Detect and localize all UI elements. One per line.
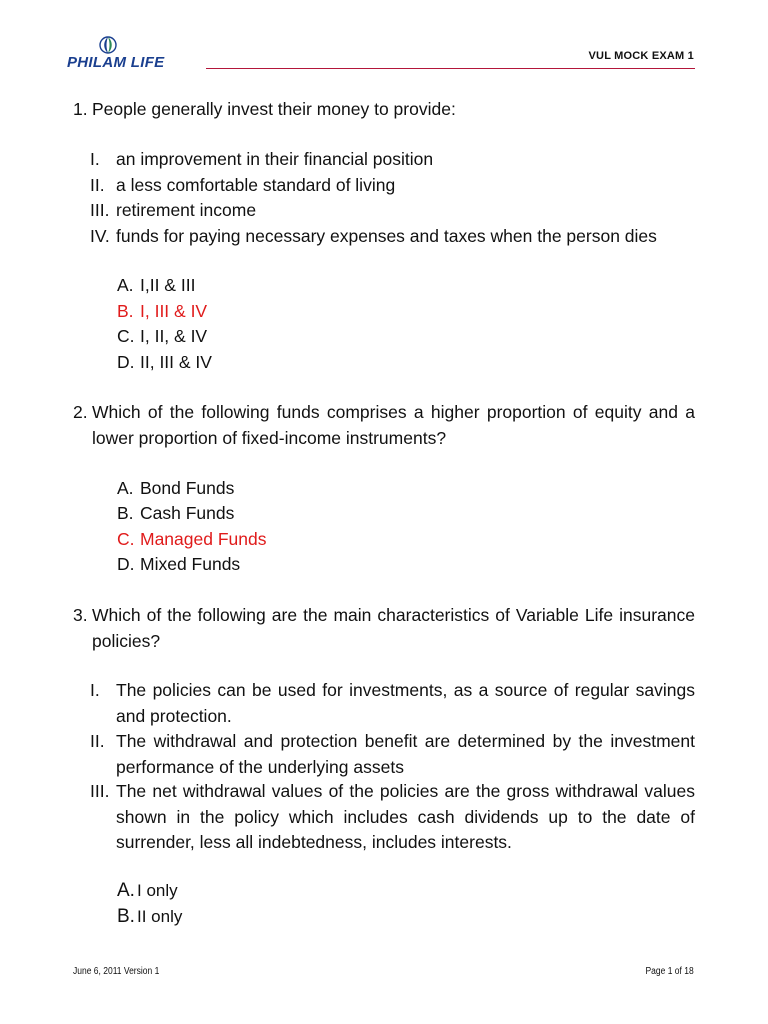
question-number: 1. [73, 99, 88, 119]
footer-page-number: Page 1 of 18 [645, 966, 694, 977]
choice-letter: C. [117, 529, 135, 549]
choice-letter: A. [117, 275, 134, 295]
statement-numeral: I. [90, 149, 100, 169]
answer-choice [117, 476, 234, 502]
question-stem: People generally invest their money to provide: [92, 99, 456, 119]
statement-numeral: III. [90, 781, 110, 801]
statement-text: The policies can be used for investments, as a source of regular savings and protection. [116, 680, 695, 726]
answer-choice [117, 273, 195, 299]
answer-choice [117, 878, 178, 904]
statement-text: retirement income [116, 200, 257, 220]
question-number: 3. [73, 605, 88, 625]
statement-numeral: I. [90, 680, 100, 700]
statement [90, 729, 695, 780]
choice-text: Cash Funds [140, 503, 235, 523]
question-2 [73, 400, 695, 451]
choice-letter: D. [117, 352, 135, 372]
choice-text: I only [137, 881, 178, 900]
question-1 [73, 97, 695, 123]
choice-letter: A. [117, 478, 134, 498]
choice-text: Mixed Funds [140, 554, 241, 574]
answer-choice [117, 350, 212, 376]
answer-choice-correct [117, 299, 207, 325]
exam-title: VUL MOCK EXAM 1 [588, 50, 694, 62]
choice-letter: B. [117, 301, 134, 321]
choice-letter: B. [117, 503, 134, 523]
choice-text: I, III & IV [140, 301, 208, 321]
statement-numeral: II. [90, 175, 105, 195]
choice-letter: C. [117, 326, 135, 346]
choice-text: Managed Funds [140, 529, 267, 549]
choice-letter: D. [117, 554, 135, 574]
choice-text: II, III & IV [140, 352, 212, 372]
statement-text: an improvement in their financial position [116, 149, 434, 169]
statement [90, 779, 695, 856]
statement-text: The net withdrawal values of the policies are the gross withdrawal values shown in the policy which includes cash dividends up to the date of surrender, less all indebtedness, includes interests. [116, 781, 695, 852]
philam-life-logo [66, 36, 216, 70]
choice-text: I, II, & IV [140, 326, 208, 346]
choice-letter: B. [117, 906, 135, 927]
statement-numeral: IV. [90, 226, 110, 246]
statement-numeral: III. [90, 200, 110, 220]
answer-choice [117, 501, 234, 527]
svg-text:PHILAM LIFE: PHILAM LIFE [67, 54, 165, 70]
choice-text: Bond Funds [140, 478, 235, 498]
question-number: 2. [73, 402, 88, 422]
statement-text: funds for paying necessary expenses and taxes when the person dies [116, 226, 657, 246]
answer-choice-correct [117, 527, 266, 553]
statement [90, 173, 695, 199]
statement-text: a less comfortable standard of living [116, 175, 396, 195]
answer-choice [117, 904, 182, 930]
question-3 [73, 603, 695, 654]
philam-life-logo-graphic [66, 36, 216, 70]
answer-choice [117, 324, 207, 350]
statement [90, 198, 695, 224]
header-rule [206, 68, 695, 69]
statement [90, 224, 695, 250]
statement-text: The withdrawal and protection benefit are determined by the investment performance of the underlying assets [116, 731, 695, 777]
statement-numeral: II. [90, 731, 105, 751]
answer-choice [117, 552, 240, 578]
choice-text: II only [137, 907, 183, 926]
footer-date-version: June 6, 2011 Version 1 [73, 966, 160, 977]
question-stem: Which of the following funds comprises a higher proportion of equity and a lower proportion of fixed-income instruments? [92, 402, 695, 448]
choice-text: I,II & III [140, 275, 196, 295]
statement [90, 147, 695, 173]
question-stem: Which of the following are the main characteristics of Variable Life insurance policies? [92, 605, 695, 651]
statement [90, 678, 695, 729]
choice-letter: A. [117, 880, 135, 901]
